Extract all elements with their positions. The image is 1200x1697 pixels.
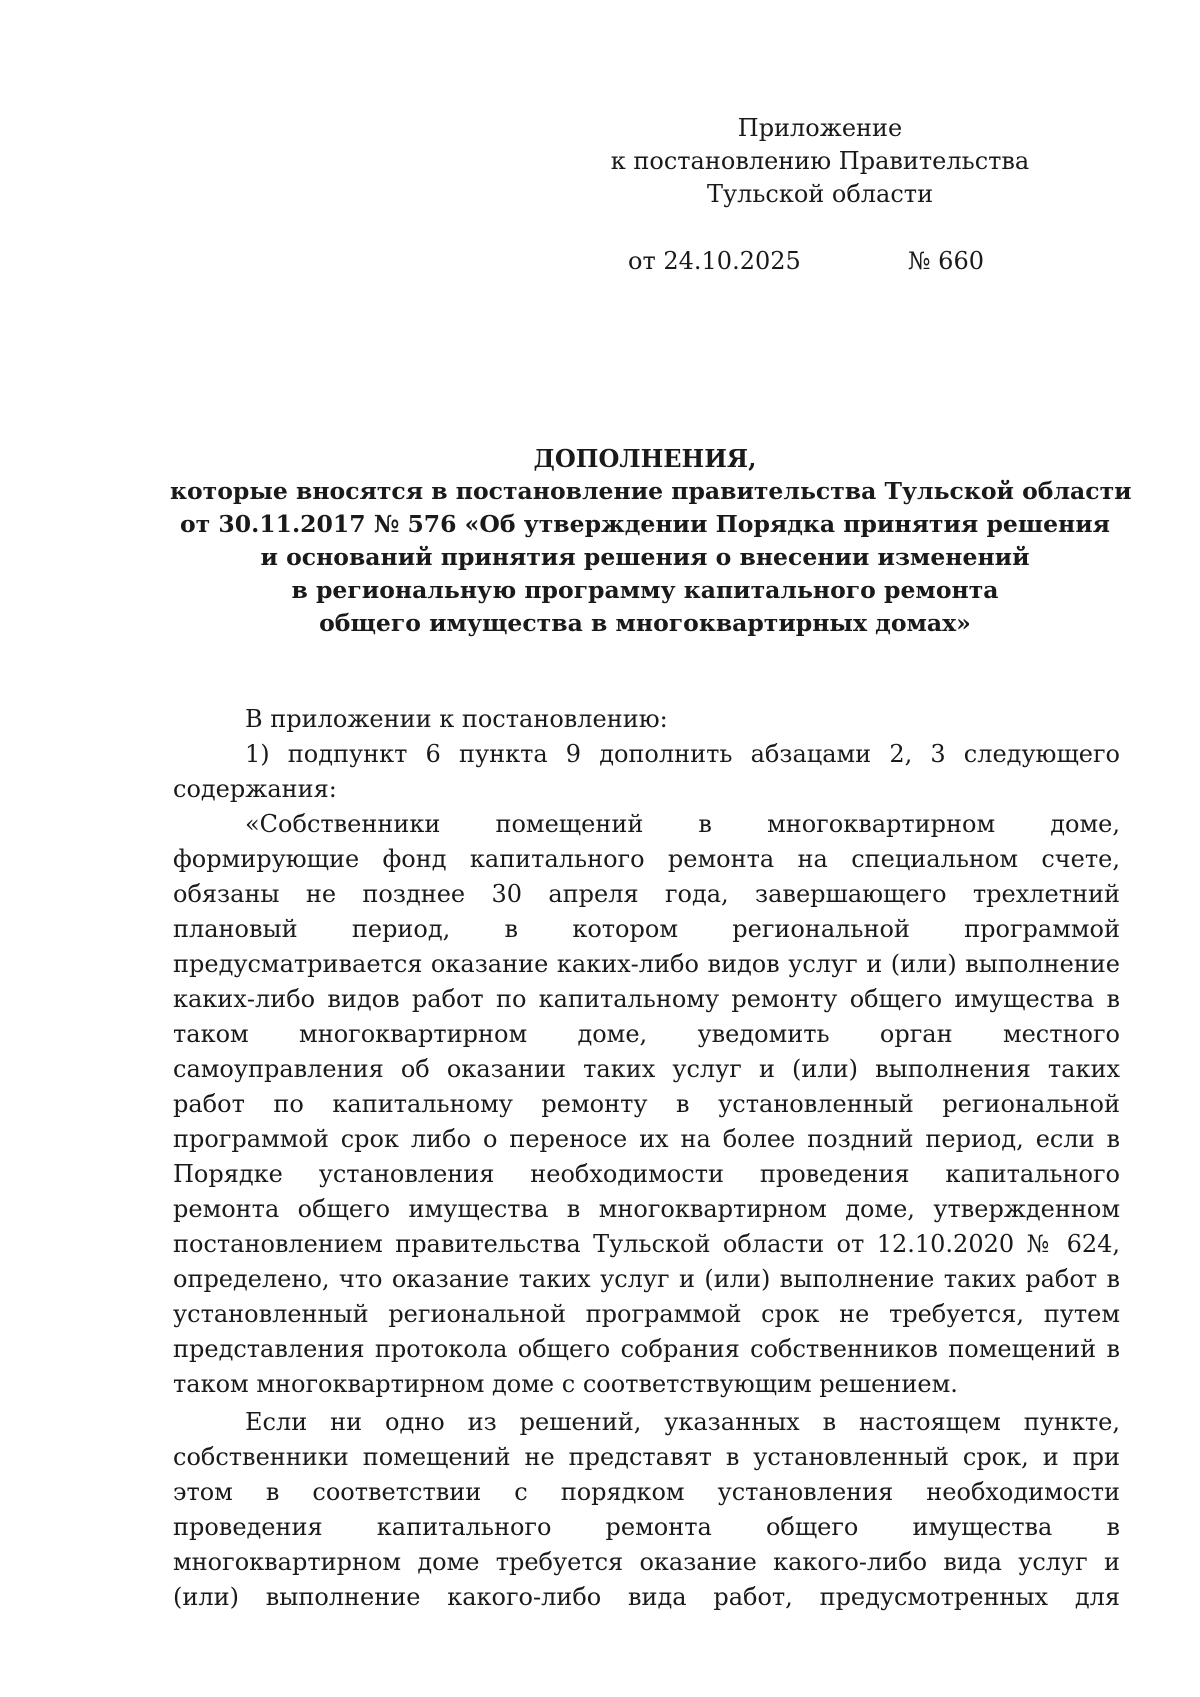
resolution-number: № 660 (907, 247, 984, 275)
heading-line-5: общего имущества в многоквартирных домах» (319, 609, 971, 637)
document-heading (170, 442, 1132, 640)
paragraph-intro: В приложении к постановлению: (245, 705, 668, 733)
heading-line-1: которые вносятся в постановление правительства Тульской области (170, 477, 1132, 505)
heading-line-2: от 30.11.2017 № 576 «Об утверждении Порядка принятия решения (179, 510, 1111, 538)
resolution-date: от 24.10.2025 (628, 247, 801, 275)
appendix-resolution-ref: к постановлению Правительства (610, 147, 1030, 175)
document-title: ДОПОЛНЕНИЯ, (533, 444, 757, 473)
appendix-header (600, 112, 1040, 211)
heading-line-3: и оснований принятия решения о внесении изменений (260, 543, 1030, 571)
paragraph-item-1: 1) подпункт 6 пункта 9 дополнить абзацами 2, 3 следующего содержания: (173, 740, 1120, 803)
paragraph-quote: «Собственники помещений в многоквартирном доме, формирующие фонд капитального ремонта на специальном счете, обязаны не позднее 30 апреля года, завершающего трехлетний плановый период, в котором региональной программой предусматривается оказание каких-либо видов услуг и (или) выполнение каких-либо видов работ по капитальному ремонту общего имущества в таком многоквартирном доме, уведомить орган местного самоуправления об оказании таких услуг и (или) выполнения таких работ по капитальному ремонту в установленный региональной программой срок либо о переносе их на более поздний период, если в Порядке установления необходимости проведения капитального ремонта общего имущества в многоквартирном доме, утвержденном постановлением правительства Тульской области от 12.10.2020 № 624, определено, что оказание таких услуг и (или) выполнение таких работ в установленный региональной программой срок не требуется, путем представления протокола общего собрания собственников помещений в таком многоквартирном доме с соответствующим решением. (173, 810, 1120, 1398)
heading-line-4: в региональную программу капитального ремонта (291, 576, 999, 604)
paragraph-continuation: Если ни одно из решений, указанных в настоящем пункте, собственники помещений не представят в установленный срок, и при этом в соответствии с порядком установления необходимости проведения капитального ремонта общего имущества в многоквартирном доме требуется оказание какого-либо вида услуг и (или) выполнение какого-либо вида работ, предусмотренных для (173, 1408, 1120, 1611)
appendix-label: Приложение (737, 114, 903, 142)
document-body (173, 702, 1120, 1615)
appendix-region: Тульской области (706, 180, 934, 208)
